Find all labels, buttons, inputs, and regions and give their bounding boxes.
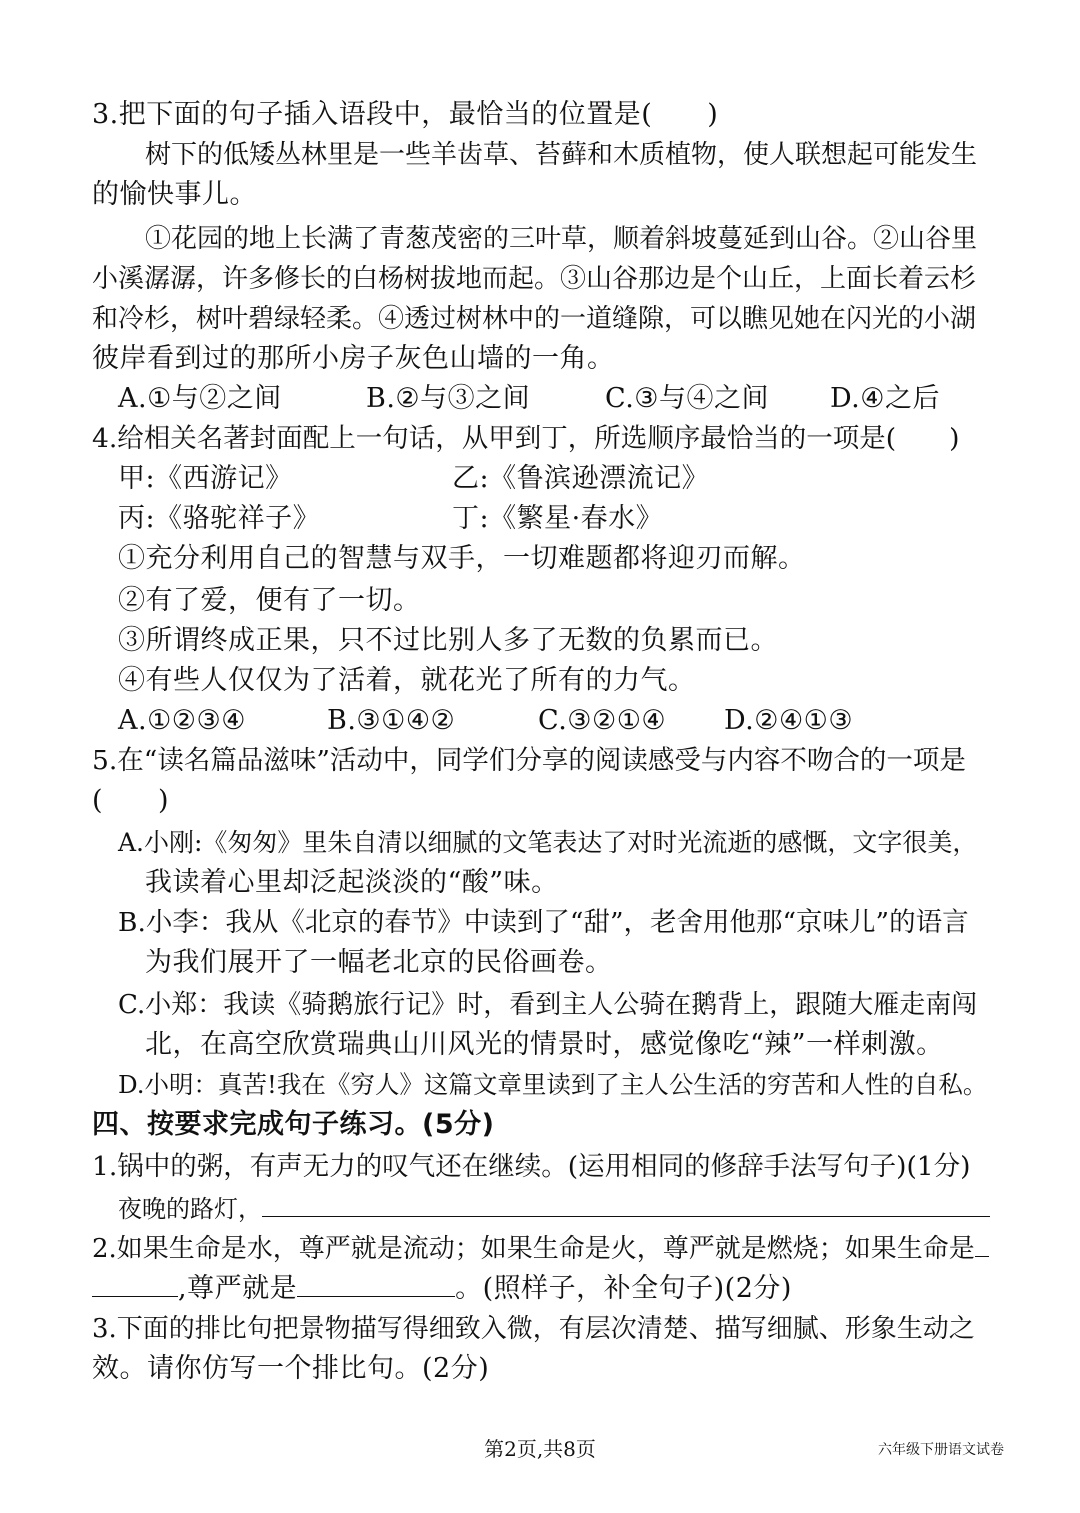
s4-q2-line-1 (92, 1230, 989, 1266)
q3-option-b[interactable]: B.②与③之间 (366, 383, 531, 414)
q3-passage-line-4: 彼岸看到过的那所小房子灰色山墙的一角。 (92, 343, 615, 374)
q4-option-c[interactable]: C.③②①④ (538, 705, 667, 736)
q4-quote-3: ③所谓终成正果，只不过比别人多了无数的负累而已。 (118, 625, 778, 656)
q5-option-d[interactable]: D.小明：真苦!我在《穷人》这篇文章里读到了主人公生活的穷苦和人性的自私。 (118, 1070, 988, 1099)
s4-q2-blank-2[interactable] (297, 1270, 455, 1297)
exam-name: 六年级下册语文试卷 (878, 1442, 1004, 1458)
q4-option-d[interactable]: D.②④①③ (724, 705, 854, 736)
q3-passage-line-3: 和冷杉，树叶碧绿轻柔。④透过树林中的一道缝隙，可以瞧见她在闪光的小湖 (92, 304, 977, 334)
s4-q3-line-1: 3.下面的排比句把景物描写得细致入微，有层次清楚、描写细腻、形象生动之 (92, 1314, 975, 1344)
q5-option-a-line-2: 我读着心里却泛起淡淡的“酸”味。 (145, 867, 559, 898)
q3-stem: 3.把下面的句子插入语段中，最恰当的位置是( ) (92, 99, 719, 130)
q5-option-c-line-1[interactable]: C.小郑：我读《骑鹅旅行记》时，看到主人公骑在鹅背上，跟随大雁走南闯 (118, 990, 978, 1020)
s4-q1-answer-row (118, 1190, 990, 1226)
s4-q3-line-2: 效。请你仿写一个排比句。(2分) (92, 1353, 490, 1384)
s4-q2-line-2 (92, 1270, 792, 1306)
q3-option-d[interactable]: D.④之后 (830, 383, 940, 414)
q5-option-c-line-2: 北，在高空欣赏瑞典山川风光的情景时，感觉像吃“辣”一样刺激。 (145, 1029, 944, 1060)
q4-quote-4: ④有些人仅仅为了活着，就花光了所有的力气。 (118, 665, 696, 696)
q3-insert-sentence-2: 的愉快事儿。 (92, 179, 257, 210)
q3-insert-sentence-1: 树下的低矮丛林里是一些羊齿草、苔藓和木质植物，使人联想起可能发生 (145, 140, 978, 170)
page-number: 第2页,共8页 (484, 1437, 596, 1461)
q5-stem: 5.在“读名篇品滋味”活动中，同学们分享的阅读感受与内容不吻合的一项是 (92, 745, 966, 776)
s4-q2-text-1: 2.如果生命是水，尊严就是流动；如果生命是火，尊严就是燃烧；如果生命是 (92, 1234, 975, 1264)
s4-q2-blank-1b[interactable] (92, 1270, 178, 1297)
s4-q1-prompt: 夜晚的路灯， (118, 1195, 262, 1223)
q5-option-b-line-2: 为我们展开了一幅老北京的民俗画卷。 (145, 947, 613, 978)
q3-passage-line-1: ①花园的地上长满了青葱茂密的三叶草，顺着斜坡蔓延到山谷。②山谷里 (145, 224, 978, 254)
s4-q2-blank-1a[interactable] (975, 1230, 989, 1257)
q4-book-yi: 乙:《鲁滨逊漂流记》 (452, 463, 710, 494)
q4-quote-1: ①充分利用自己的智慧与双手，一切难题都将迎刃而解。 (118, 543, 806, 574)
s4-q1-answer-blank[interactable] (262, 1190, 990, 1217)
q4-book-bing: 丙:《骆驼祥子》 (118, 503, 321, 534)
q4-quote-2: ②有了爱，便有了一切。 (118, 585, 421, 616)
q3-option-a[interactable]: A.①与②之间 (118, 383, 282, 414)
s4-q2-text-end: 。(照样子，补全句子)(2分) (455, 1273, 792, 1304)
q4-option-b[interactable]: B.③①④② (327, 705, 456, 736)
q5-stem-bracket: ( ) (92, 785, 170, 816)
q4-book-ding: 丁:《繁星·春水》 (452, 503, 664, 534)
s4-q1-stem: 1.锅中的粥，有声无力的叹气还在继续。(运用相同的修辞手法写句子)(1分) (92, 1151, 971, 1182)
q4-stem: 4.给相关名著封面配上一句话，从甲到丁，所选顺序最恰当的一项是( ) (92, 423, 960, 454)
s4-q2-text-mid: ,尊严就是 (178, 1273, 298, 1304)
section-4-title: 四、按要求完成句子练习。(5分) (92, 1109, 495, 1140)
q4-option-a[interactable]: A.①②③④ (118, 705, 246, 736)
q3-passage-line-2: 小溪潺潺，许多修长的白杨树拔地而起。③山谷那边是个山丘，上面长着云杉 (92, 264, 977, 294)
q5-option-a-line-1[interactable]: A.小刚:《匆匆》里朱自清以细腻的文笔表达了对时光流逝的感慨，文字很美， (118, 828, 978, 857)
q3-option-c[interactable]: C.③与④之间 (605, 383, 769, 414)
q4-book-jia: 甲:《西游记》 (118, 463, 293, 494)
q5-option-b-line-1[interactable]: B.小李：我从《北京的春节》中读到了“甜”，老舍用他那“京味儿”的语言 (118, 907, 969, 938)
